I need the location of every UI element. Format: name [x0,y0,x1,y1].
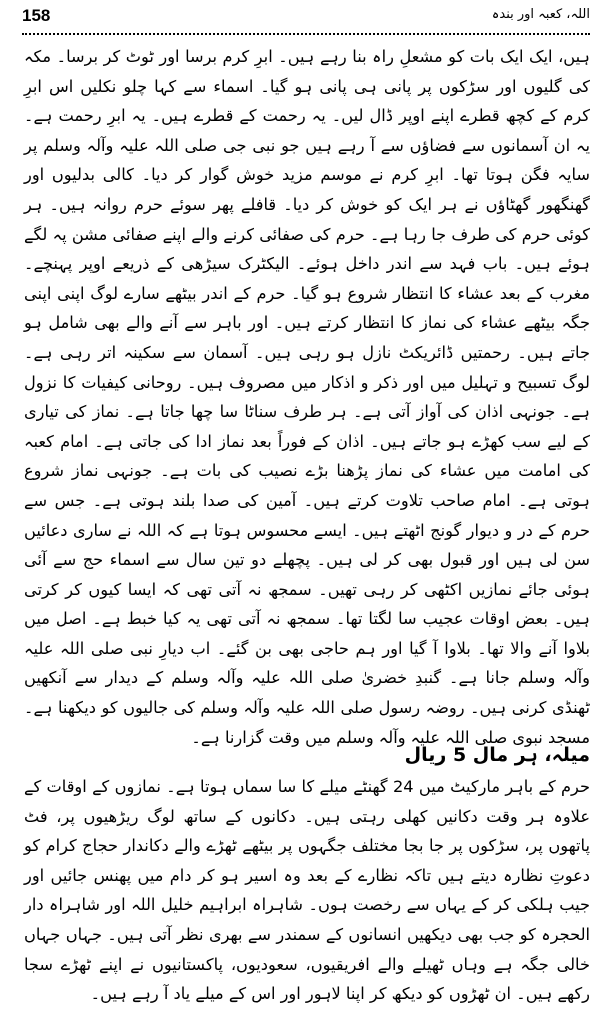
paragraph: حرم کے باہر مارکیٹ میں 24 گھنٹے میلے کا سا سماں ہوتا ہے۔ نمازوں کے اوقات کے علاوہ ہر وقت دکانیں کھلی رہتی ہیں۔ دکانوں کے ساتھ لوگ ریڑھیوں پر، فٹ پاتھوں پر، سڑکوں پر جا بجا مختلف جگہوں پر بیٹھے ٹھڑے والے دکاندار حجاج کرام کو دعوتِ نظارہ دیتے ہیں تاکہ نظارے کے بعد وہ اسیر ہو کر دام میں پھنس جائیں اور جیب ہلکی کر کے یہاں سے رخصت ہوں۔ شاہراہ ابراہیم خلیل اللہ اور شاہراہ دار الحجرہ کو جب بھی دیکھیں انسانوں کے سمندر سے بھری نظر آتی ہیں۔ جہاں جہاں خالی جگہ ہے وہاں ٹھیلے والے افریقیوں، سعودیوں، پاکستانیوں نے اپنے ٹھڑے سجا رکھے ہیں۔ ان ٹھڑوں کو دیکھ کر اپنا لاہور اور اس کے میلے یاد آ رہے ہیں۔ [24,777,590,1004]
section-2 [24,736,590,1009]
running-title: اللہ، کعبہ اور بندہ [491,7,590,22]
header-divider [22,33,590,35]
paragraph: ہیں، ایک ایک بات کو مشعلِ راہ بنا رہے ہیں۔ ابرِ کرم برسا اور ٹوٹ کر برسا۔ مکہ کی گلیوں اور سڑکوں پر پانی ہی پانی ہو گیا۔ اسماء سے کہا چلو نکلیں اس ابرِ کرم کے کچھ قطرے اپنے اوپر ڈال لیں۔ یہ رحمت کے قطرے ہیں۔ یہ ابرِ رحمت ہے۔ یہ ان آسمانوں سے فضاؤں سے آ رہے ہیں جو نبی جی صلی اللہ علیہ وآلہ وسلم پر سایہ فگن ہوتا تھا۔ ابرِ کرم نے موسم مزید خوش گوار کر دیا۔ کالی بدلیوں اور گھنگھور گھٹاؤں نے ہر ایک کو خوش کر دیا۔ قافلے پھر سوئے حرم روانہ ہیں۔ ہر کوئی حرم کی طرف جا رہا ہے۔ حرم کی صفائی کرنے والے اپنے صفائی مشن پہ لگے ہوئے ہیں۔ باب فہد سے اندر داخل ہوئے۔ الیکٹرک سیڑھی کے ذریعے اوپر پہنچے۔ مغرب کے بعد عشاء کا انتظار شروع ہو گیا۔ حرم کے اندر بیٹھے سارے لوگ اپنی اپنی جگہ بیٹھے عشاء کی نماز کا انتظار کرتے ہیں۔ اور باہر سے آنے والے بھی شامل ہو جاتے ہیں۔ رحمتیں ڈائریکٹ نازل ہو رہی ہیں۔ آسمان سے سکینہ اتر رہی ہے۔ لوگ تسبیح و تہلیل میں اور ذکر و اذکار میں مصروف ہیں۔ روحانی کیفیات کا نزول ہے۔ جونہی اذان کی آواز آتی ہے۔ ہر طرف سناٹا سا چھا جاتا ہے۔ نماز کی تیاری کے لیے سب کھڑے ہو جاتے ہیں۔ اذان کے فوراً بعد نماز ادا کی جاتی ہے۔ امام کعبہ کی امامت میں عشاء کی نماز پڑھنا بڑے نصیب کی بات ہے۔ جونہی نماز شروع ہوتی ہے۔ امام صاحب تلاوت کرتے ہیں۔ آمین کی صدا بلند ہوتی ہے۔ جس سے حرم کے در و دیوار گونج اٹھتے ہیں۔ ایسے محسوس ہوتا ہے کہ اللہ نے ساری دعائیں سن لی ہیں اور قبول بھی کر لی ہیں۔ پچھلے دو تین سال سے اسماء حج سے آئی ہوئی جائے نمازیں اکٹھی کر رہی تھیں۔ سمجھ نہ آتی تھی کہ ایسا کیوں کر کرتی ہیں۔ بعض اوقات عجیب سا لگتا تھا۔ سمجھ نہ آتی تھی یہ کیا خبط ہے۔ اصل میں بلاوا آنے والا تھا۔ بلاوا آ گیا اور ہم حاجی بھی بن گئے۔ اب دیارِ نبی صلی اللہ علیہ وآلہ وسلم جانا ہے۔ گنبدِ خضریٰ صلی اللہ علیہ وآلہ وسلم کے دیدار سے آنکھیں ٹھنڈی کرنی ہیں۔ روضہ رسول صلی اللہ علیہ وآلہ وسلم کی جالیوں کو دیکھنا ہے۔ مسجد نبوی صلی اللہ علیہ وآلہ وسلم میں وقت گزارنا ہے۔ [24,47,590,747]
section-heading: میلہ، ہر مال 5 ریال [404,744,590,766]
page-header [22,6,590,30]
page-number: 158 [22,6,51,25]
main-text-column [24,42,590,752]
